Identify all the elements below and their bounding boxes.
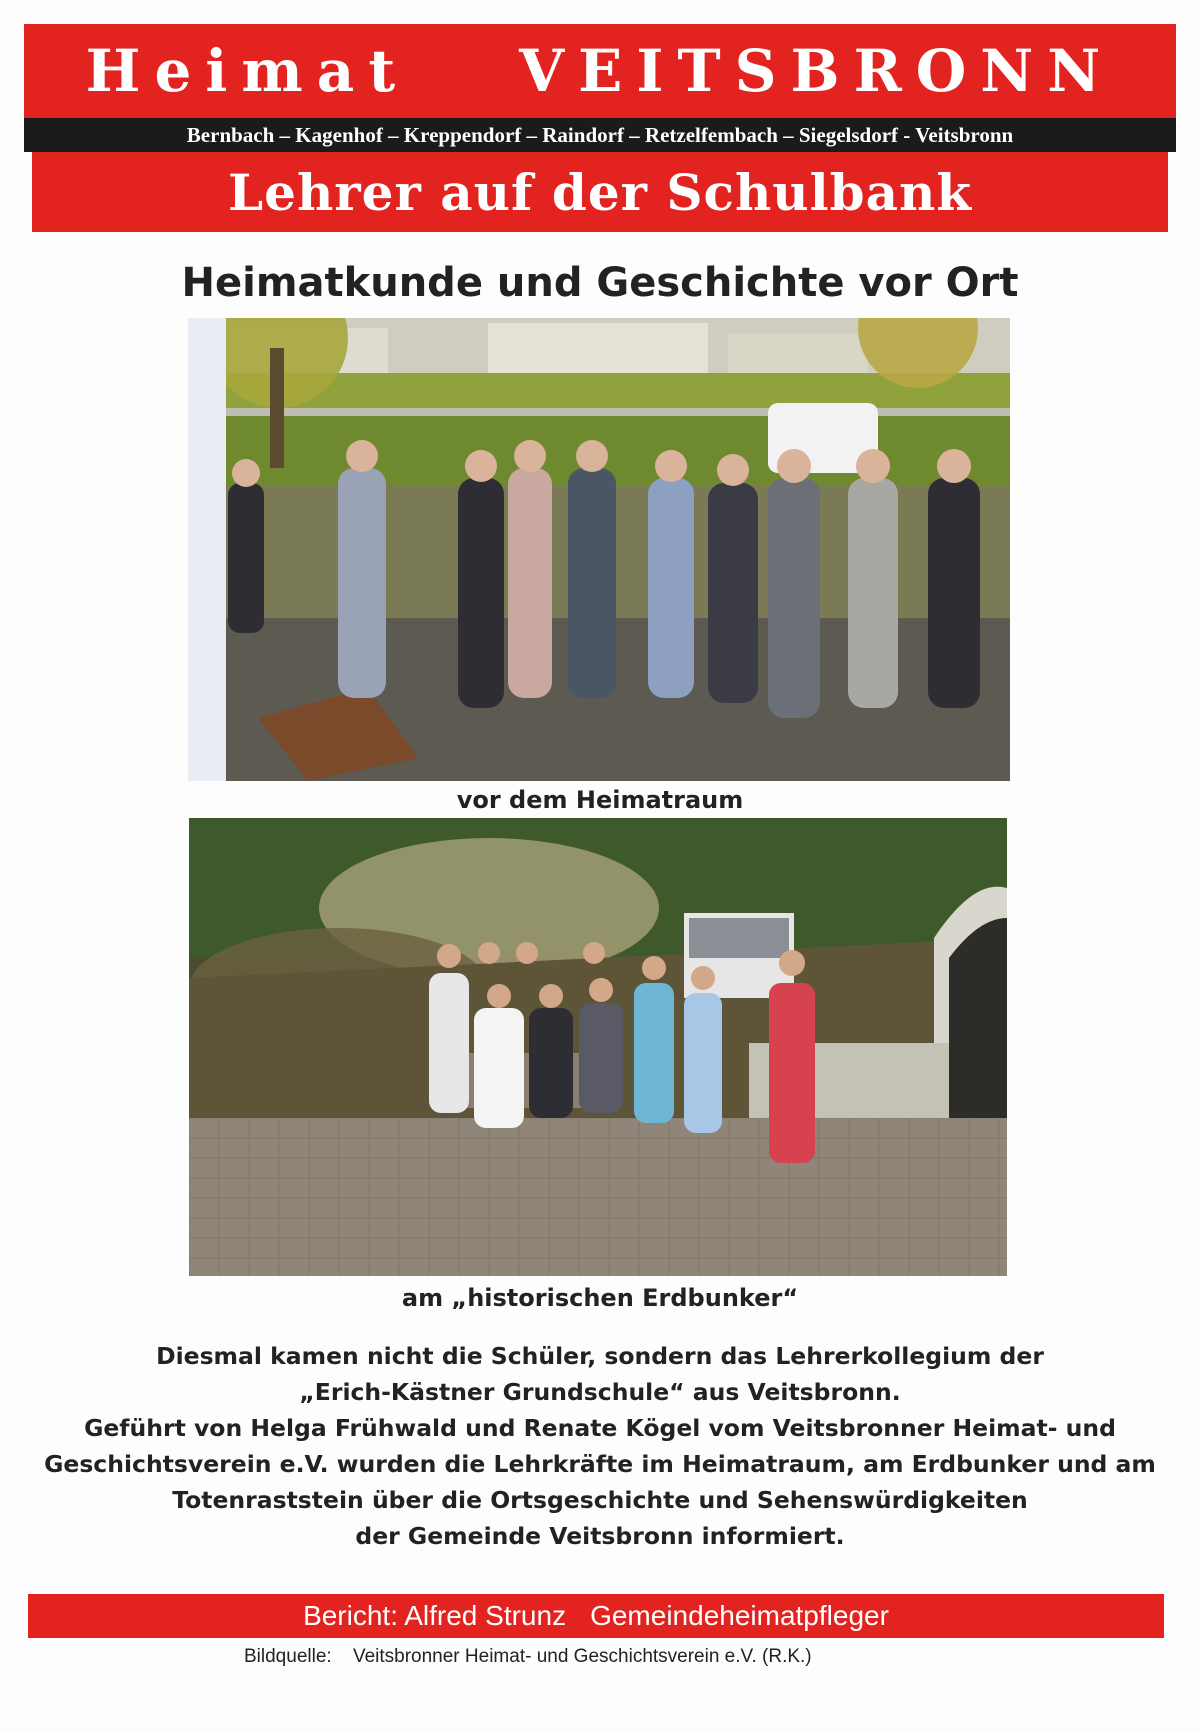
article-line: Totenraststein über die Ortsgeschichte und Sehenswürdigkeiten [172, 1486, 1028, 1514]
places-list: Bernbach – Kagenhof – Kreppendorf – Raindorf – Retzelfembach – Siegelsdorf - Veitsbronn [186, 122, 1014, 147]
masthead-heimat: Heimat [85, 37, 410, 105]
header-banner [24, 24, 1176, 118]
masthead-veitsbronn: VEITSBRONN [519, 37, 1115, 105]
article-text [40, 1338, 1160, 1554]
article-line: Geführt von Helga Frühwald und Renate Kögel vom Veitsbronner Heimat- und [84, 1414, 1116, 1442]
photo-heimatraum [188, 318, 1010, 781]
credit-text: Veitsbronner Heimat- und Geschichtsverein e.V. (R.K.) [352, 1646, 812, 1667]
article-line: „Erich-Kästner Grundschule“ aus Veitsbronn. [299, 1378, 901, 1406]
image-credit [244, 1646, 1044, 1668]
photo-erdbunker [189, 818, 1007, 1276]
photo-heimatraum-image [188, 318, 1010, 781]
article-line: der Gemeinde Veitsbronn informiert. [355, 1522, 845, 1550]
article-line: Geschichtsverein e.V. wurden die Lehrkräfte im Heimatraum, am Erdbunker und am [44, 1450, 1156, 1478]
masthead [24, 36, 1176, 106]
subtitle: Heimatkunde und Geschichte vor Ort [181, 260, 1019, 306]
headline-banner [32, 152, 1168, 232]
caption-erdbunker: am „historischen Erdbunker“ [401, 1284, 799, 1312]
footer-banner [28, 1594, 1164, 1638]
photo-erdbunker-image [189, 818, 1007, 1276]
places-band [24, 118, 1176, 152]
author-role: Gemeindeheimatpfleger [590, 1600, 889, 1631]
report-author: Bericht: Alfred Strunz [303, 1600, 567, 1631]
headline: Lehrer auf der Schulbank [227, 162, 973, 222]
article-line: Diesmal kamen nicht die Schüler, sondern das Lehrerkollegium der [156, 1342, 1044, 1370]
caption-heimatraum: vor dem Heimatraum [456, 786, 744, 814]
credit-label: Bildquelle: [244, 1646, 332, 1667]
